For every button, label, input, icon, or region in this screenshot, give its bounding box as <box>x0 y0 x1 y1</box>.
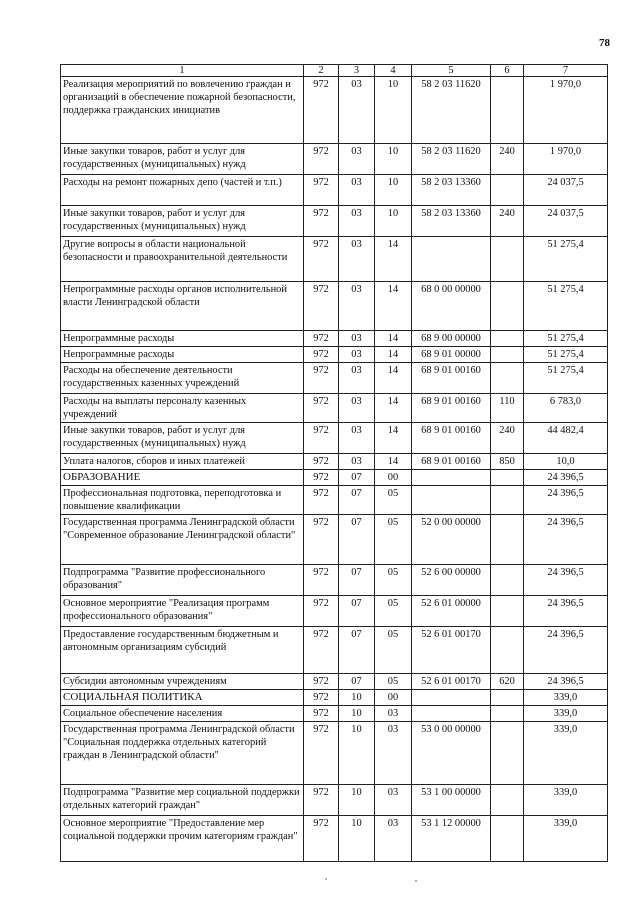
code-5-cell: 68 9 01 00000 <box>412 347 491 363</box>
code-5-cell: 58 2 03 11620 <box>412 144 491 175</box>
code-6-cell: 620 <box>491 674 524 690</box>
code-5-cell: 58 2 03 13360 <box>412 175 491 206</box>
code-3-cell: 10 <box>339 690 375 706</box>
code-5-cell: 68 9 01 00160 <box>412 394 491 423</box>
code-6-cell <box>491 282 524 331</box>
code-4-cell: 00 <box>375 690 412 706</box>
code-4-cell: 10 <box>375 175 412 206</box>
row-name-cell: СОЦИАЛЬНАЯ ПОЛИТИКА <box>61 690 304 706</box>
code-2-cell: 972 <box>304 423 339 454</box>
code-3-cell: 03 <box>339 144 375 175</box>
code-6-cell: 240 <box>491 206 524 237</box>
row-name-cell: ОБРАЗОВАНИЕ <box>61 470 304 486</box>
table-row <box>61 565 608 596</box>
amount-cell: 24 396,5 <box>524 674 608 690</box>
column-header: 1 <box>61 65 304 77</box>
amount-cell: 24 037,5 <box>524 206 608 237</box>
amount-cell: 44 482,4 <box>524 423 608 454</box>
code-5-cell <box>412 690 491 706</box>
code-3-cell: 03 <box>339 206 375 237</box>
amount-cell: 339,0 <box>524 816 608 862</box>
code-3-cell: 07 <box>339 674 375 690</box>
table-row <box>61 690 608 706</box>
code-2-cell: 972 <box>304 706 339 722</box>
code-3-cell: 10 <box>339 706 375 722</box>
row-name-cell: Государственная программа Ленинградской области "Социальная поддержка отдельных категорий граждан в Ленинградской области" <box>61 722 304 785</box>
column-header: 4 <box>375 65 412 77</box>
code-6-cell <box>491 77 524 144</box>
code-2-cell: 972 <box>304 282 339 331</box>
amount-cell: 339,0 <box>524 785 608 816</box>
amount-cell: 6 783,0 <box>524 394 608 423</box>
column-header: 5 <box>412 65 491 77</box>
code-4-cell: 00 <box>375 470 412 486</box>
code-4-cell: 14 <box>375 363 412 394</box>
row-name-cell: Иные закупки товаров, работ и услуг для государственных (муниципальных) нужд <box>61 423 304 454</box>
code-2-cell: 972 <box>304 785 339 816</box>
amount-cell: 24 396,5 <box>524 596 608 627</box>
code-4-cell: 14 <box>375 347 412 363</box>
code-4-cell: 14 <box>375 394 412 423</box>
table-row <box>61 722 608 785</box>
table-row <box>61 363 608 394</box>
code-4-cell: 05 <box>375 486 412 515</box>
code-5-cell <box>412 486 491 515</box>
code-2-cell: 972 <box>304 237 339 282</box>
row-name-cell: Профессиональная подготовка, переподготовка и повышение квалификации <box>61 486 304 515</box>
code-3-cell: 03 <box>339 454 375 470</box>
code-4-cell: 14 <box>375 331 412 347</box>
code-3-cell: 07 <box>339 515 375 565</box>
code-2-cell: 972 <box>304 206 339 237</box>
table-header-row <box>61 65 608 77</box>
code-3-cell: 03 <box>339 237 375 282</box>
code-6-cell <box>491 627 524 674</box>
code-4-cell: 10 <box>375 206 412 237</box>
column-header: 3 <box>339 65 375 77</box>
row-name-cell: Государственная программа Ленинградской области "Современное образование Ленинградской области" <box>61 515 304 565</box>
code-6-cell <box>491 175 524 206</box>
table-row <box>61 674 608 690</box>
table-row <box>61 77 608 144</box>
row-name-cell: Расходы на обеспечение деятельности государственных казенных учреждений <box>61 363 304 394</box>
code-4-cell: 14 <box>375 454 412 470</box>
code-4-cell: 14 <box>375 282 412 331</box>
amount-cell: 1 970,0 <box>524 144 608 175</box>
row-name-cell: Иные закупки товаров, работ и услуг для государственных (муниципальных) нужд <box>61 206 304 237</box>
code-3-cell: 10 <box>339 785 375 816</box>
code-6-cell <box>491 347 524 363</box>
table-row <box>61 144 608 175</box>
amount-cell: 51 275,4 <box>524 331 608 347</box>
code-5-cell: 53 0 00 00000 <box>412 722 491 785</box>
table-row <box>61 282 608 331</box>
code-4-cell: 03 <box>375 785 412 816</box>
amount-cell: 24 396,5 <box>524 486 608 515</box>
code-6-cell <box>491 565 524 596</box>
code-2-cell: 972 <box>304 363 339 394</box>
column-header: 7 <box>524 65 608 77</box>
code-6-cell <box>491 515 524 565</box>
code-5-cell: 68 9 01 00160 <box>412 363 491 394</box>
table-row <box>61 816 608 862</box>
code-5-cell: 53 1 12 00000 <box>412 816 491 862</box>
table-row <box>61 423 608 454</box>
code-2-cell: 972 <box>304 144 339 175</box>
code-5-cell: 53 1 00 00000 <box>412 785 491 816</box>
page-number: 78 <box>599 37 610 49</box>
code-3-cell: 07 <box>339 486 375 515</box>
table-row <box>61 394 608 423</box>
code-6-cell <box>491 363 524 394</box>
code-6-cell <box>491 331 524 347</box>
code-2-cell: 972 <box>304 674 339 690</box>
code-4-cell: 10 <box>375 77 412 144</box>
code-6-cell: 110 <box>491 394 524 423</box>
code-6-cell <box>491 816 524 862</box>
amount-cell: 339,0 <box>524 690 608 706</box>
budget-table <box>60 64 608 862</box>
row-name-cell: Предоставление государственным бюджетным и автономным организациям субсидий <box>61 627 304 674</box>
row-name-cell: Подпрограмма "Развитие профессионального образования" <box>61 565 304 596</box>
row-name-cell: Уплата налогов, сборов и иных платежей <box>61 454 304 470</box>
code-6-cell <box>491 596 524 627</box>
code-4-cell: 05 <box>375 596 412 627</box>
table-row <box>61 785 608 816</box>
row-name-cell: Непрограммные расходы <box>61 347 304 363</box>
code-4-cell: 05 <box>375 565 412 596</box>
row-name-cell: Другие вопросы в области национальной безопасности и правоохранительной деятельности <box>61 237 304 282</box>
code-5-cell: 52 6 01 00170 <box>412 674 491 690</box>
row-name-cell: Непрограммные расходы органов исполнительной власти Ленинградской области <box>61 282 304 331</box>
code-5-cell <box>412 470 491 486</box>
code-4-cell: 05 <box>375 515 412 565</box>
row-name-cell: Основное мероприятие "Предоставление мер социальной поддержки прочим категориям граждан" <box>61 816 304 862</box>
amount-cell: 51 275,4 <box>524 282 608 331</box>
row-name-cell: Непрограммные расходы <box>61 331 304 347</box>
table-row <box>61 486 608 515</box>
code-2-cell: 972 <box>304 175 339 206</box>
table-row <box>61 596 608 627</box>
code-5-cell: 58 2 03 13360 <box>412 206 491 237</box>
row-name-cell: Иные закупки товаров, работ и услуг для государственных (муниципальных) нужд <box>61 144 304 175</box>
amount-cell: 24 396,5 <box>524 470 608 486</box>
code-4-cell: 05 <box>375 674 412 690</box>
code-5-cell: 52 6 01 00000 <box>412 596 491 627</box>
amount-cell: 24 396,5 <box>524 515 608 565</box>
code-6-cell <box>491 690 524 706</box>
table-row <box>61 331 608 347</box>
code-5-cell: 58 2 03 11620 <box>412 77 491 144</box>
code-5-cell: 52 0 00 00000 <box>412 515 491 565</box>
code-6-cell <box>491 785 524 816</box>
code-3-cell: 10 <box>339 816 375 862</box>
row-name-cell: Расходы на выплаты персоналу казенных учреждений <box>61 394 304 423</box>
code-3-cell: 07 <box>339 627 375 674</box>
code-6-cell: 240 <box>491 423 524 454</box>
code-2-cell: 972 <box>304 77 339 144</box>
code-6-cell <box>491 486 524 515</box>
amount-cell: 24 037,5 <box>524 175 608 206</box>
amount-cell: 51 275,4 <box>524 237 608 282</box>
code-4-cell: 14 <box>375 423 412 454</box>
code-2-cell: 972 <box>304 486 339 515</box>
code-3-cell: 03 <box>339 394 375 423</box>
code-5-cell: 68 0 00 00000 <box>412 282 491 331</box>
code-4-cell: 03 <box>375 706 412 722</box>
code-4-cell: 14 <box>375 237 412 282</box>
code-5-cell: 52 6 00 00000 <box>412 565 491 596</box>
column-header: 6 <box>491 65 524 77</box>
code-6-cell: 850 <box>491 454 524 470</box>
code-2-cell: 972 <box>304 454 339 470</box>
table-row <box>61 706 608 722</box>
code-3-cell: 03 <box>339 363 375 394</box>
table-row <box>61 237 608 282</box>
amount-cell: 339,0 <box>524 706 608 722</box>
amount-cell: 51 275,4 <box>524 363 608 394</box>
table-row <box>61 206 608 237</box>
amount-cell: 24 396,5 <box>524 627 608 674</box>
amount-cell: 51 275,4 <box>524 347 608 363</box>
amount-cell: 24 396,5 <box>524 565 608 596</box>
code-2-cell: 972 <box>304 470 339 486</box>
row-name-cell: Подпрограмма "Развитие мер социальной поддержки отдельных категорий граждан" <box>61 785 304 816</box>
table-row <box>61 627 608 674</box>
table-row <box>61 515 608 565</box>
code-3-cell: 03 <box>339 77 375 144</box>
code-5-cell: 68 9 00 00000 <box>412 331 491 347</box>
code-5-cell <box>412 237 491 282</box>
code-2-cell: 972 <box>304 596 339 627</box>
code-2-cell: 972 <box>304 394 339 423</box>
row-name-cell: Расходы на ремонт пожарных депо (частей и т.п.) <box>61 175 304 206</box>
scan-mark <box>415 880 417 882</box>
code-3-cell: 07 <box>339 565 375 596</box>
code-4-cell: 03 <box>375 816 412 862</box>
code-3-cell: 07 <box>339 470 375 486</box>
table-row <box>61 470 608 486</box>
code-2-cell: 972 <box>304 565 339 596</box>
code-6-cell <box>491 470 524 486</box>
code-5-cell <box>412 706 491 722</box>
code-2-cell: 972 <box>304 515 339 565</box>
amount-cell: 10,0 <box>524 454 608 470</box>
row-name-cell: Основное мероприятие "Реализация программ профессионального образования" <box>61 596 304 627</box>
scan-mark <box>325 878 327 880</box>
code-2-cell: 972 <box>304 627 339 674</box>
table-row <box>61 454 608 470</box>
table-row <box>61 347 608 363</box>
column-header: 2 <box>304 65 339 77</box>
code-6-cell: 240 <box>491 144 524 175</box>
code-2-cell: 972 <box>304 690 339 706</box>
code-5-cell: 68 9 01 00160 <box>412 423 491 454</box>
code-3-cell: 07 <box>339 596 375 627</box>
code-5-cell: 68 9 01 00160 <box>412 454 491 470</box>
code-4-cell: 05 <box>375 627 412 674</box>
code-3-cell: 03 <box>339 423 375 454</box>
code-2-cell: 972 <box>304 722 339 785</box>
code-6-cell <box>491 722 524 785</box>
amount-cell: 339,0 <box>524 722 608 785</box>
code-6-cell <box>491 237 524 282</box>
code-2-cell: 972 <box>304 331 339 347</box>
code-3-cell: 03 <box>339 175 375 206</box>
code-4-cell: 10 <box>375 144 412 175</box>
code-4-cell: 03 <box>375 722 412 785</box>
code-3-cell: 03 <box>339 347 375 363</box>
code-3-cell: 03 <box>339 331 375 347</box>
row-name-cell: Реализация мероприятий по вовлечению граждан и организаций в обеспечение пожарной безопасности, поддержка гражданских инициатив <box>61 77 304 144</box>
row-name-cell: Социальное обеспечение населения <box>61 706 304 722</box>
row-name-cell: Субсидии автономным учреждениям <box>61 674 304 690</box>
code-3-cell: 03 <box>339 282 375 331</box>
code-2-cell: 972 <box>304 347 339 363</box>
code-2-cell: 972 <box>304 816 339 862</box>
code-6-cell <box>491 706 524 722</box>
code-5-cell: 52 6 01 00170 <box>412 627 491 674</box>
table-row <box>61 175 608 206</box>
code-3-cell: 10 <box>339 722 375 785</box>
amount-cell: 1 970,0 <box>524 77 608 144</box>
